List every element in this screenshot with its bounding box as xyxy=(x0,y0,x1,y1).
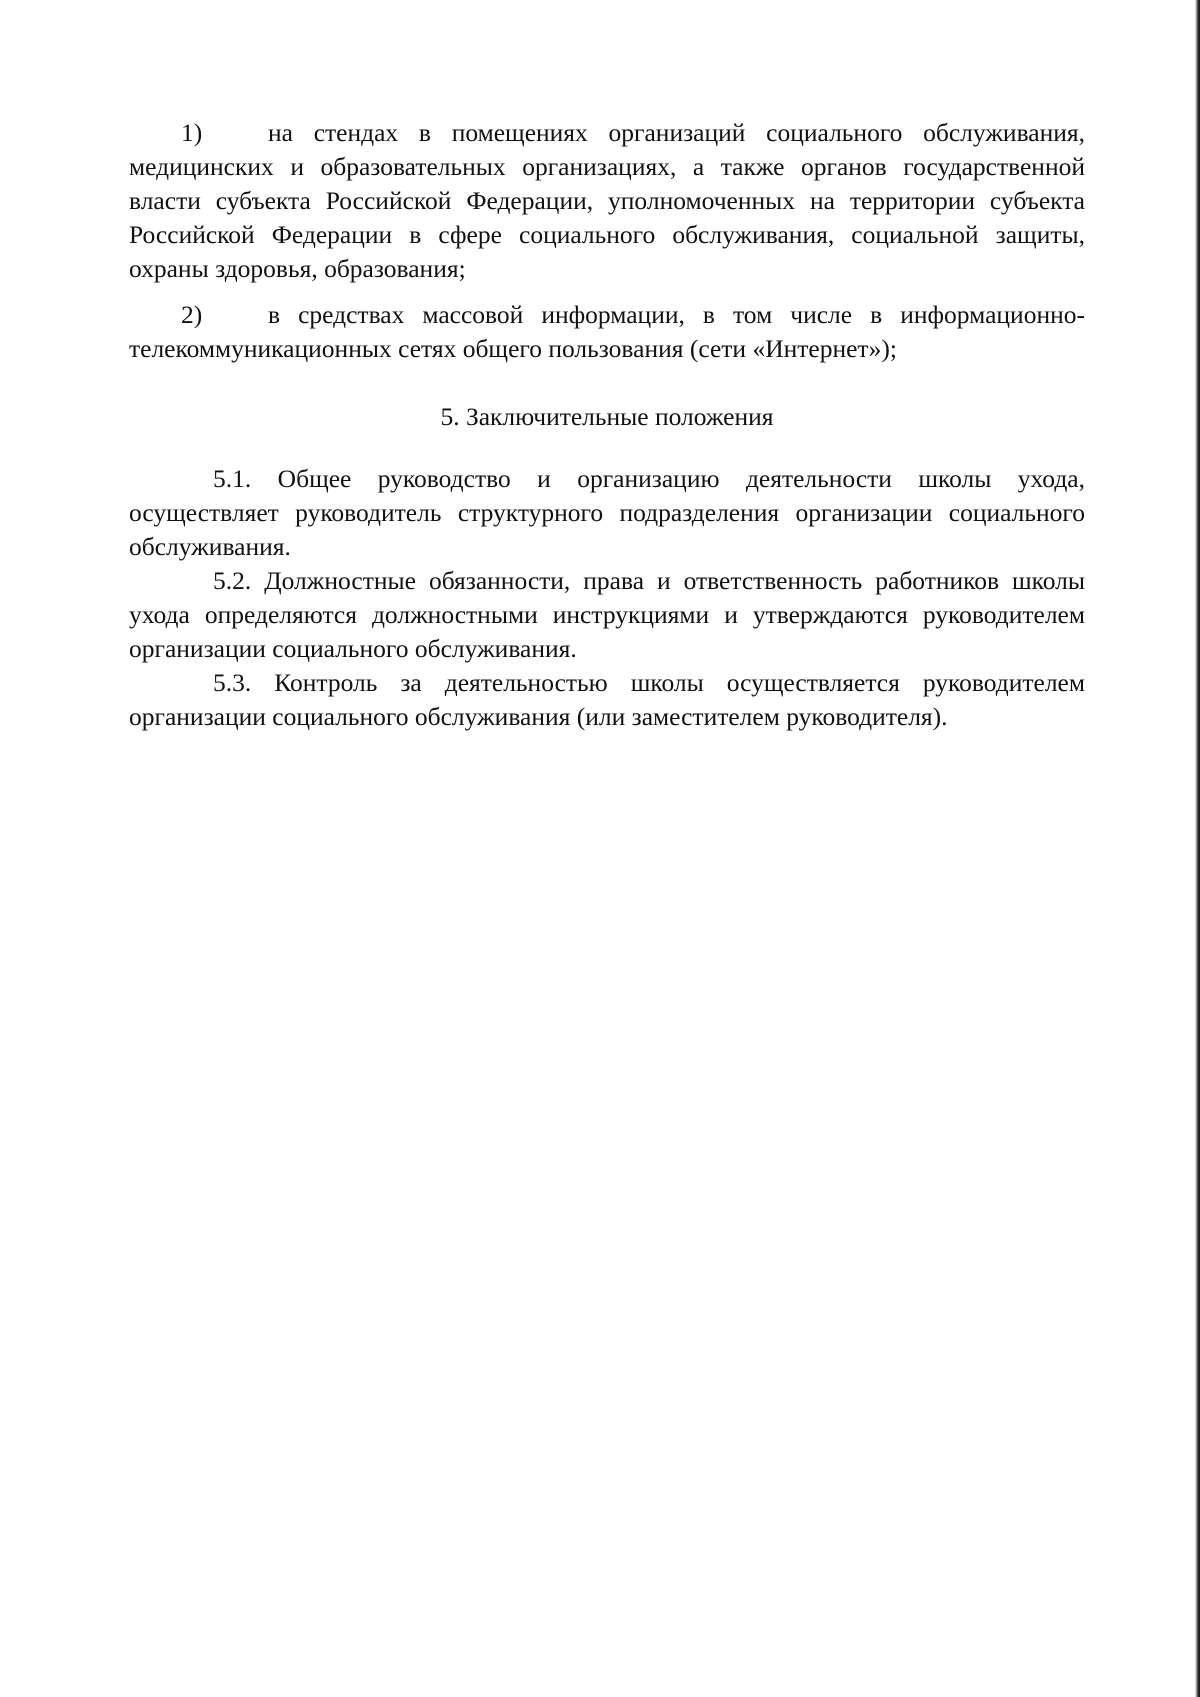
list-item-text: в средствах массовой информации, в том числе в информационно-телекоммуникационных сетях общего пользования (сети «Интернет»); xyxy=(129,300,1085,363)
list-item-number: 1) xyxy=(181,118,203,147)
scan-edge-shadow xyxy=(1195,0,1200,1697)
list-item-text: на стендах в помещениях организаций социального обслуживания, медицинских и образовательных организациях, а также органов государственной власти субъекта Российской Федерации, уполномоченных на территории субъекта Российской Федерации в сфере социального обслуживания, социальной защиты, охраны здоровья, образования; xyxy=(129,118,1085,283)
section-paragraph-5-3: 5.3. Контроль за деятельностью школы осуществляется руководителем организации социального обслуживания (или заместителем руководителя). xyxy=(129,668,1085,731)
section-heading: 5. Заключительные положения xyxy=(440,402,774,431)
list-item-1 xyxy=(129,116,1085,286)
section-paragraph-5-1: 5.1. Общее руководство и организацию деятельности школы ухода, осуществляет руководитель структурного подразделения организации социального обслуживания. xyxy=(129,464,1085,561)
list-item-number: 2) xyxy=(181,300,203,329)
section-paragraph-5-2: 5.2. Должностные обязанности, права и ответственность работников школы ухода определяются должностными инструкциями и утверждаются руководителем организации социального обслуживания. xyxy=(129,566,1085,663)
document-body xyxy=(129,116,1085,734)
list-item-2 xyxy=(129,298,1085,366)
